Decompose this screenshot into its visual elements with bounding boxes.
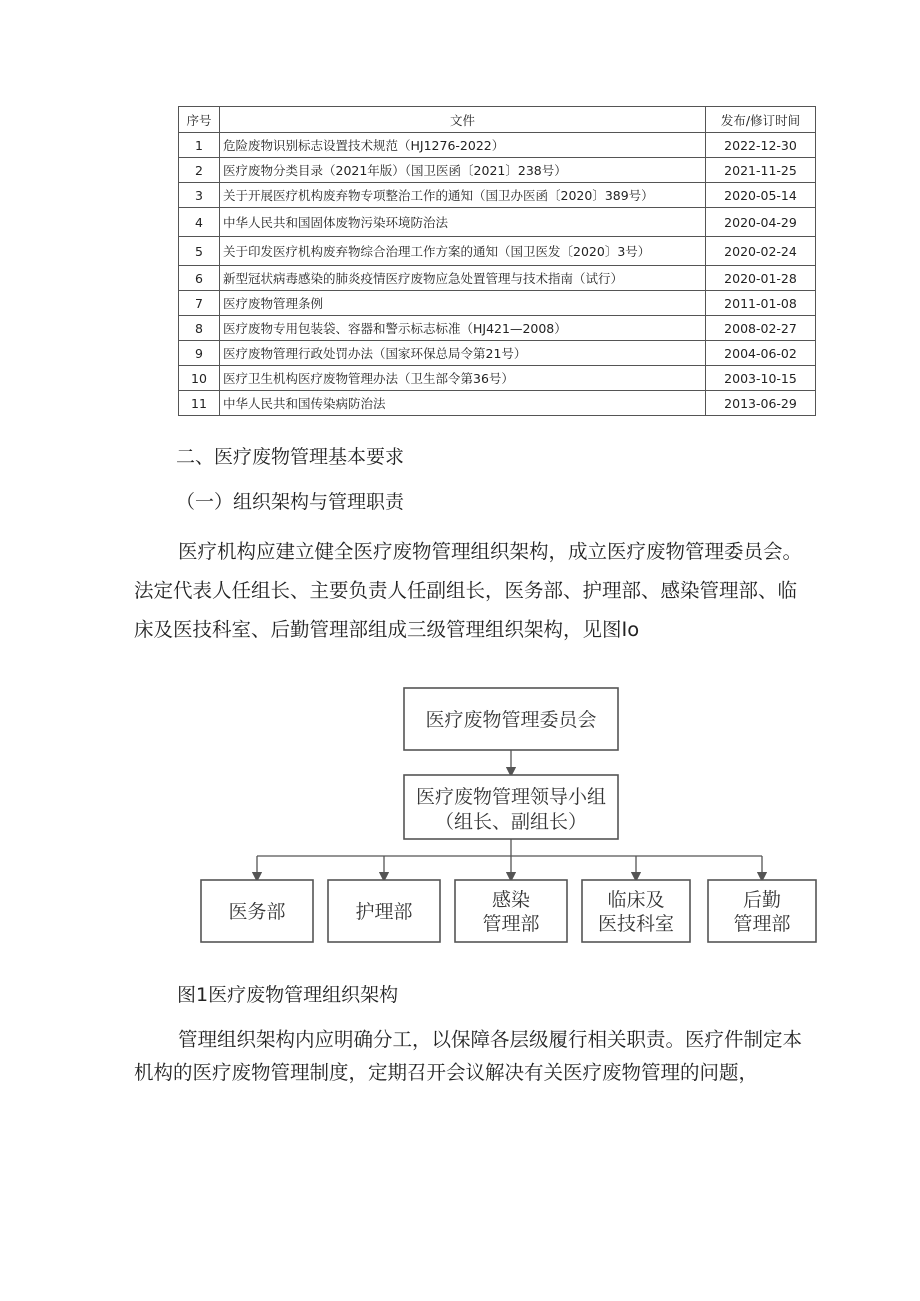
row-number: 6 bbox=[179, 266, 220, 291]
row-document: 新型冠状病毒感染的肺炎疫情医疗废物应急处置管理与技术指南（试行） bbox=[220, 266, 706, 291]
row-date: 2011-01-08 bbox=[706, 291, 816, 316]
row-number: 3 bbox=[179, 183, 220, 208]
row-document: 医疗卫生机构医疗废物管理办法（卫生部令第36号） bbox=[220, 366, 706, 391]
subsection-heading: （一）组织架构与管理职责 bbox=[176, 491, 405, 513]
paragraph-org-structure: 医疗机构应建立健全医疗废物管理组织架构，成立医疗废物管理委员会。法定代表人任组长、主要负责人任副组长，医务部、护理部、感染管理部、临床及医技科室、后勤管理部组成三级管理组织架构，见图Io bbox=[134, 540, 803, 641]
header-no: 序号 bbox=[179, 107, 220, 133]
header-document: 文件 bbox=[220, 107, 706, 133]
org-label-dept-medical: 医务部 bbox=[228, 901, 286, 923]
row-date: 2008-02-27 bbox=[706, 316, 816, 341]
row-date: 2020-05-14 bbox=[706, 183, 816, 208]
row-date: 2021-11-25 bbox=[706, 158, 816, 183]
org-label-dept-logistics-2: 管理部 bbox=[733, 913, 791, 935]
section-heading: 二、医疗废物管理基本要求 bbox=[176, 446, 405, 468]
org-label-dept-clinical-1: 临床及 bbox=[607, 889, 665, 911]
row-document: 医疗废物管理条例 bbox=[220, 291, 706, 316]
row-number: 1 bbox=[179, 133, 220, 158]
org-label-dept-nursing: 护理部 bbox=[355, 901, 413, 923]
row-document: 医疗废物管理行政处罚办法（国家环保总局令第21号） bbox=[220, 341, 706, 366]
row-number: 11 bbox=[179, 391, 220, 416]
row-document: 中华人民共和国固体废物污染环境防治法 bbox=[220, 208, 706, 237]
row-number: 4 bbox=[179, 208, 220, 237]
org-label-committee: 医疗废物管理委员会 bbox=[425, 709, 597, 731]
row-document: 医疗废物专用包装袋、容器和警示标志标准（HJ421—2008） bbox=[220, 316, 706, 341]
row-document: 危险废物识别标志设置技术规范（HJ1276-2022） bbox=[220, 133, 706, 158]
row-document: 中华人民共和国传染病防治法 bbox=[220, 391, 706, 416]
org-label-dept-infection-1: 感染 bbox=[491, 889, 531, 911]
row-date: 2013-06-29 bbox=[706, 391, 816, 416]
org-label-dept-clinical-2: 医技科室 bbox=[597, 913, 675, 935]
header-date: 发布/修订时间 bbox=[706, 107, 816, 133]
row-date: 2022-12-30 bbox=[706, 133, 816, 158]
row-date: 2003-10-15 bbox=[706, 366, 816, 391]
org-label-leading-group-roles: （组长、副组长） bbox=[434, 811, 588, 833]
row-number: 5 bbox=[179, 237, 220, 266]
row-document: 医疗废物分类目录（2021年版）（国卫医函〔2021〕238号） bbox=[220, 158, 706, 183]
row-number: 10 bbox=[179, 366, 220, 391]
row-date: 2020-01-28 bbox=[706, 266, 816, 291]
row-number: 2 bbox=[179, 158, 220, 183]
row-number: 8 bbox=[179, 316, 220, 341]
row-date: 2020-04-29 bbox=[706, 208, 816, 237]
row-date: 2020-02-24 bbox=[706, 237, 816, 266]
figure-caption: 图1医疗废物管理组织架构 bbox=[177, 984, 399, 1006]
row-document: 关于印发医疗机构废弃物综合治理工作方案的通知（国卫医发〔2020〕3号） bbox=[220, 237, 706, 266]
org-label-dept-infection-2: 管理部 bbox=[482, 913, 540, 935]
row-number: 7 bbox=[179, 291, 220, 316]
row-number: 9 bbox=[179, 341, 220, 366]
paragraph-responsibilities: 管理组织架构内应明确分工，以保障各层级履行相关职责。医疗件制定本机构的医疗废物管理制度，定期召开会议解决有关医疗废物管理的问题， bbox=[134, 1028, 803, 1084]
row-date: 2004-06-02 bbox=[706, 341, 816, 366]
org-label-leading-group: 医疗废物管理领导小组 bbox=[415, 786, 607, 808]
org-label-dept-logistics-1: 后勤 bbox=[742, 889, 782, 911]
row-document: 关于开展医疗机构废弃物专项整治工作的通知（国卫办医函〔2020〕389号） bbox=[220, 183, 706, 208]
